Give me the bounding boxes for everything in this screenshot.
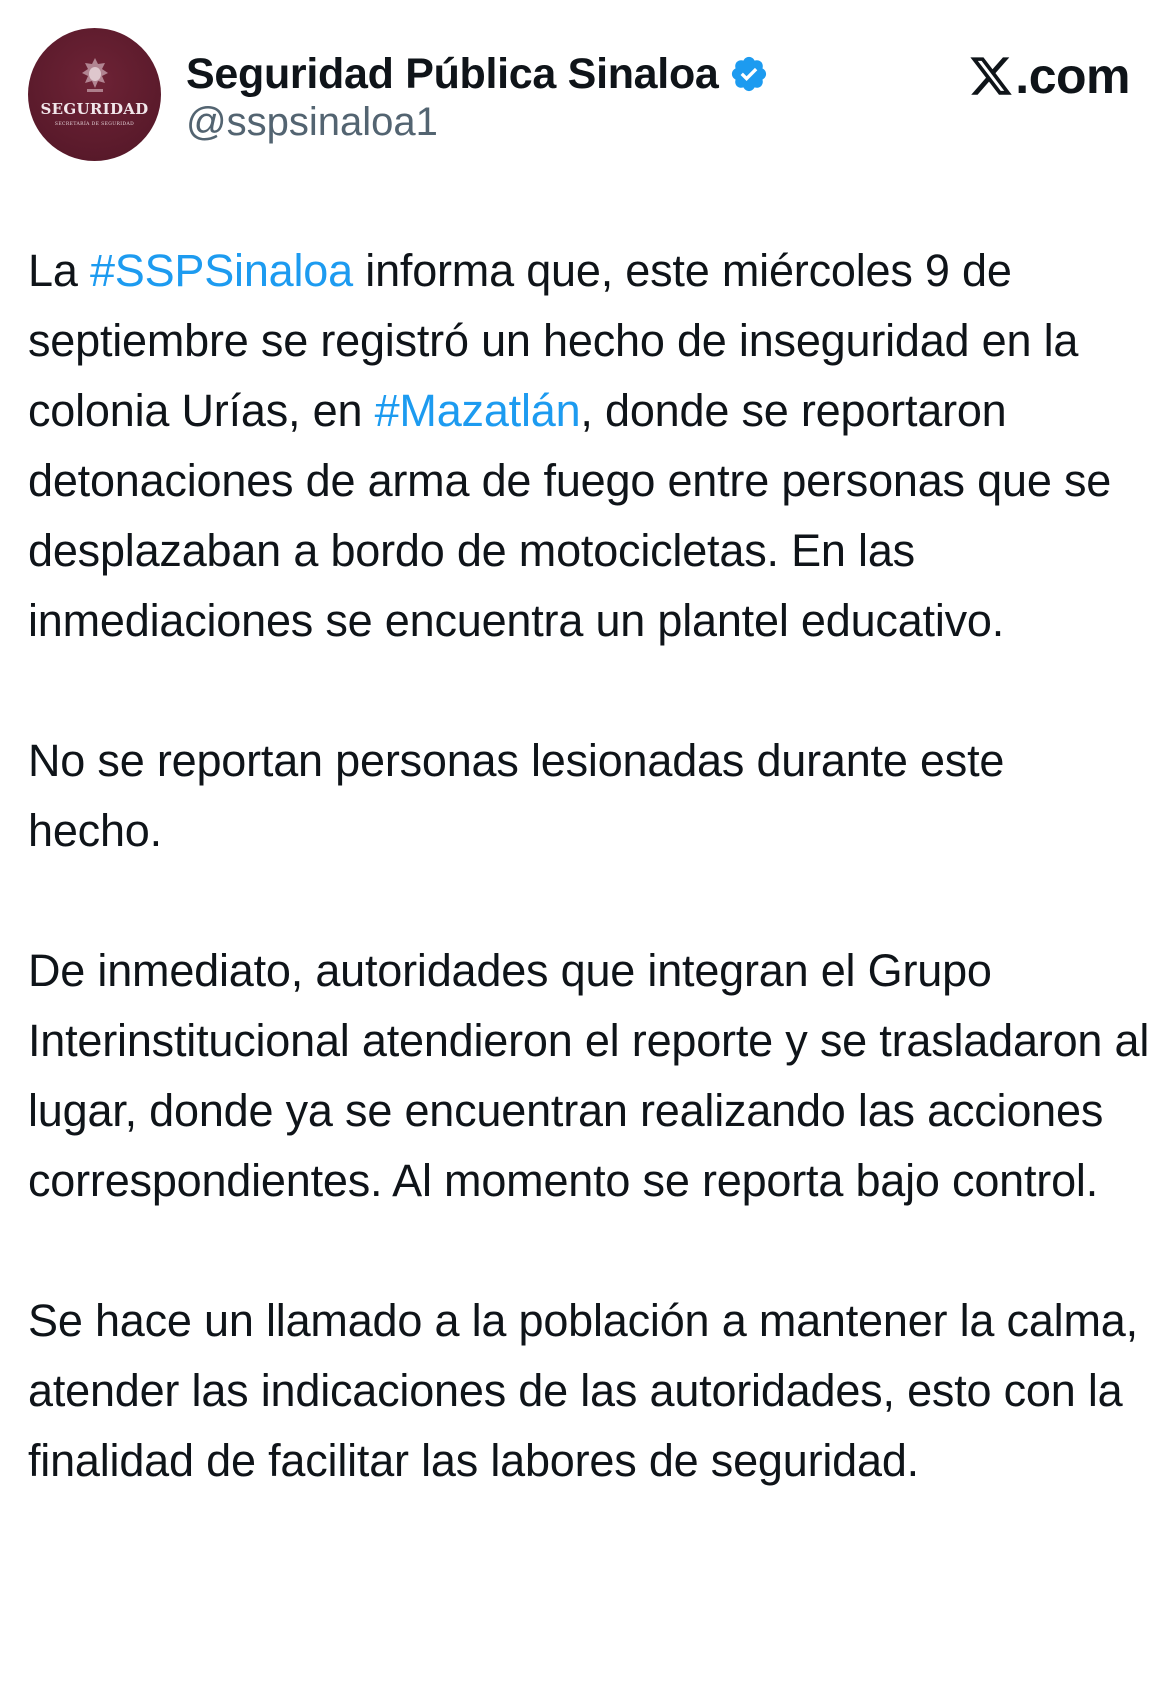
tweet-text [28, 236, 1150, 1496]
avatar-title: SEGURIDAD [40, 100, 149, 118]
avatar[interactable] [28, 28, 161, 161]
text-segment: La [28, 245, 90, 296]
hashtag-link[interactable]: #Mazatlán [374, 385, 581, 436]
display-name[interactable]: Seguridad Pública Sinaloa [186, 49, 719, 98]
brand-text: .com [1015, 48, 1130, 104]
tweet-paragraph-1 [28, 236, 1150, 656]
handle[interactable]: @sspsinaloa1 [186, 100, 438, 144]
name-row [186, 44, 769, 104]
text-segment: , donde se reportaron detonaciones de arma de fuego entre personas que se desplazaban a bordo de motocicletas. En las inmediaciones se encuentra un plantel educativo. [28, 385, 1112, 646]
tweet-header [28, 28, 1148, 168]
tweet-paragraph-2: No se reportan personas lesionadas durante este hecho. [28, 735, 1005, 856]
brand-watermark [968, 46, 1130, 106]
coat-of-arms-icon [78, 56, 112, 96]
tweet-paragraph-4: Se hace un llamado a la población a mantener la calma, atender las indicaciones de las autoridades, esto con la finalidad de facilitar las labores de seguridad. [28, 1295, 1138, 1486]
verified-badge-icon [729, 54, 769, 94]
text-segment: informa que, este miércoles 9 de septiembre se registró un hecho de inseguridad en la colonia Urías, en [28, 245, 1079, 436]
hashtag-link[interactable]: #SSPSinaloa [89, 245, 353, 296]
x-logo-icon [968, 53, 1014, 99]
tweet-paragraph-3: De inmediato, autoridades que integran el Grupo Interinstitucional atendieron el reporte y se trasladaron al lugar, donde ya se encuentran realizando las acciones correspondientes. Al momento se reporta bajo control. [28, 945, 1150, 1206]
avatar-subtitle: SECRETARÍA DE SEGURIDAD [54, 122, 135, 127]
